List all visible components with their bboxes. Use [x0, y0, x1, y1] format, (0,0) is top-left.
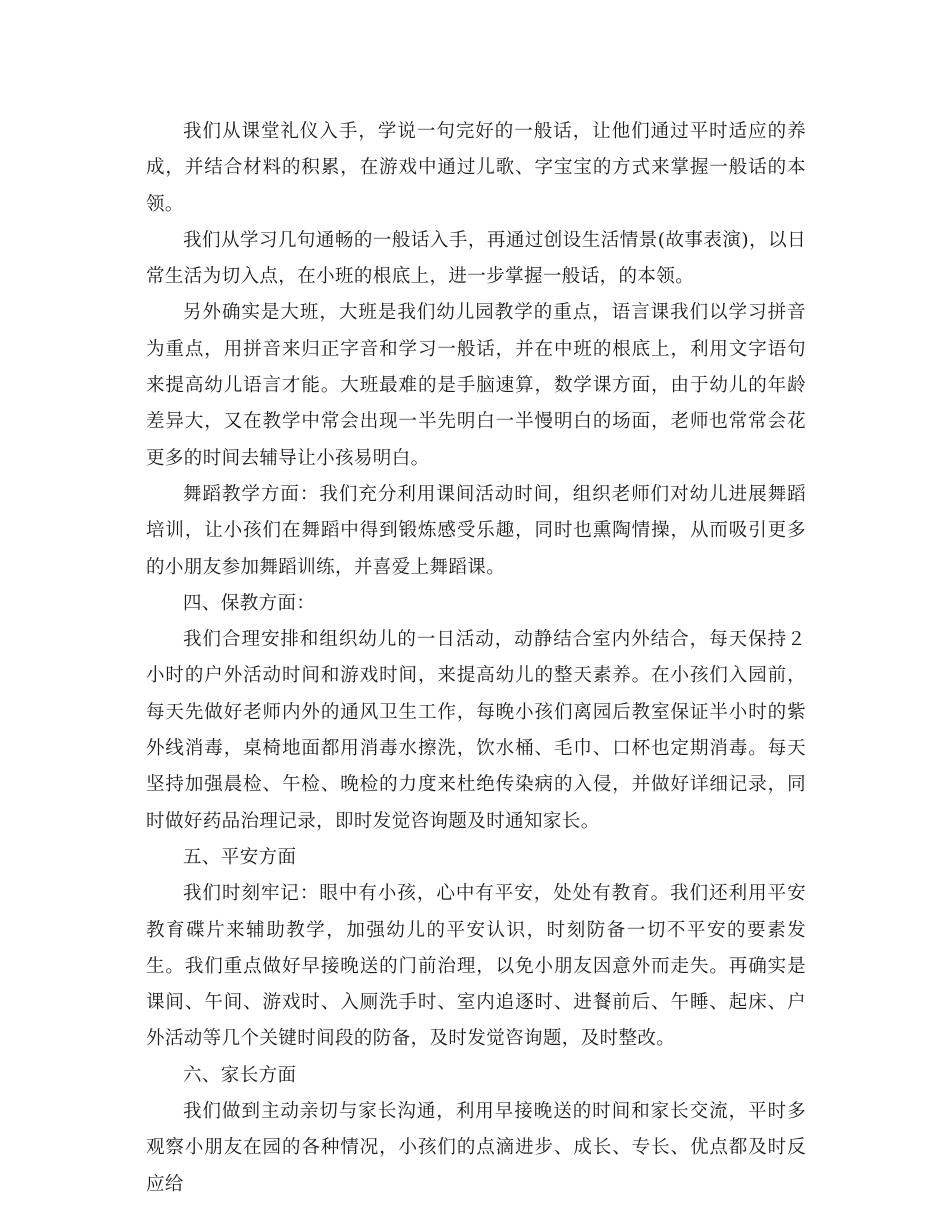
paragraph-classroom-etiquette: 我们从课堂礼仪入手，学说一句完好的一般话，让他们通过平时适应的养成，并结合材料的积累，在游戏中通过儿歌、字宝宝的方式来掌握一般话的本领。: [146, 121, 806, 215]
paragraph-parents: 我们做到主动亲切与家长沟通，利用早接晚送的时间和家长交流，平时多观察小朋友在园的各种情况，小孩们的点滴进步、成长、专长、优点都及时反应给: [146, 1101, 806, 1195]
section-heading-safety: 五、平安方面: [183, 846, 297, 868]
section-heading-parents: 六、家长方面: [183, 1064, 297, 1086]
section-heading-care: 四、保教方面：: [183, 592, 316, 614]
paragraph-senior-class: 另外确实是大班，大班是我们幼儿园教学的重点，语言课我们以学习拼音为重点，用拼音来归正字音和学习一般话，并在中班的根底上，利用文字语句来提高幼儿语言才能。大班最难的是手脑速算，数学课方面，由于幼儿的年龄差异大，又在教学中常会出现一半先明白一半慢明白的场面，老师也常常会花更多的时间去辅导让小孩易明白。: [146, 302, 806, 469]
paragraph-daily-care: 我们合理安排和组织幼儿的一日活动，动静结合室内外结合，每天保持２小时的户外活动时间和游戏时间，来提高幼儿的整天素养。在小孩们入园前，每天先做好老师内外的通风卫生工作，每晚小孩们离园后教室保证半小时的紫外线消毒，桌椅地面都用消毒水擦洗，饮水桶、毛巾、口杯也定期消毒。每天坚持加强晨检、午检、晚检的力度来杜绝传染病的入侵，并做好详细记录，同时做好药品治理记录，即时发觉咨询题及时通知家长。: [146, 629, 806, 832]
document-body: [146, 114, 806, 1203]
paragraph-fluent-speech: 我们从学习几句通畅的一般话入手，再通过创设生活情景(故事表演)，以日常生活为切入点，在小班的根底上，进一步掌握一般话，的本领。: [146, 229, 806, 288]
paragraph-safety: 我们时刻牢记：眼中有小孩，心中有平安，处处有教育。我们还利用平安教育碟片来辅助教学，加强幼儿的平安认识，时刻防备一切不平安的要素发生。我们重点做好早接晚送的门前治理，以免小朋友因意外而走失。再确实是课间、午间、游戏时、入厕洗手时、室内追逐时、进餐前后、午睡、起床、户外活动等几个关键时间段的防备，及时发觉咨询题，及时整改。: [146, 883, 806, 1050]
paragraph-dance-teaching: 舞蹈教学方面：我们充分利用课间活动时间，组织老师们对幼儿进展舞蹈培训，让小孩们在舞蹈中得到锻炼感受乐趣，同时也熏陶情操，从而吸引更多的小朋友参加舞蹈训练，并喜爱上舞蹈课。: [146, 483, 806, 578]
